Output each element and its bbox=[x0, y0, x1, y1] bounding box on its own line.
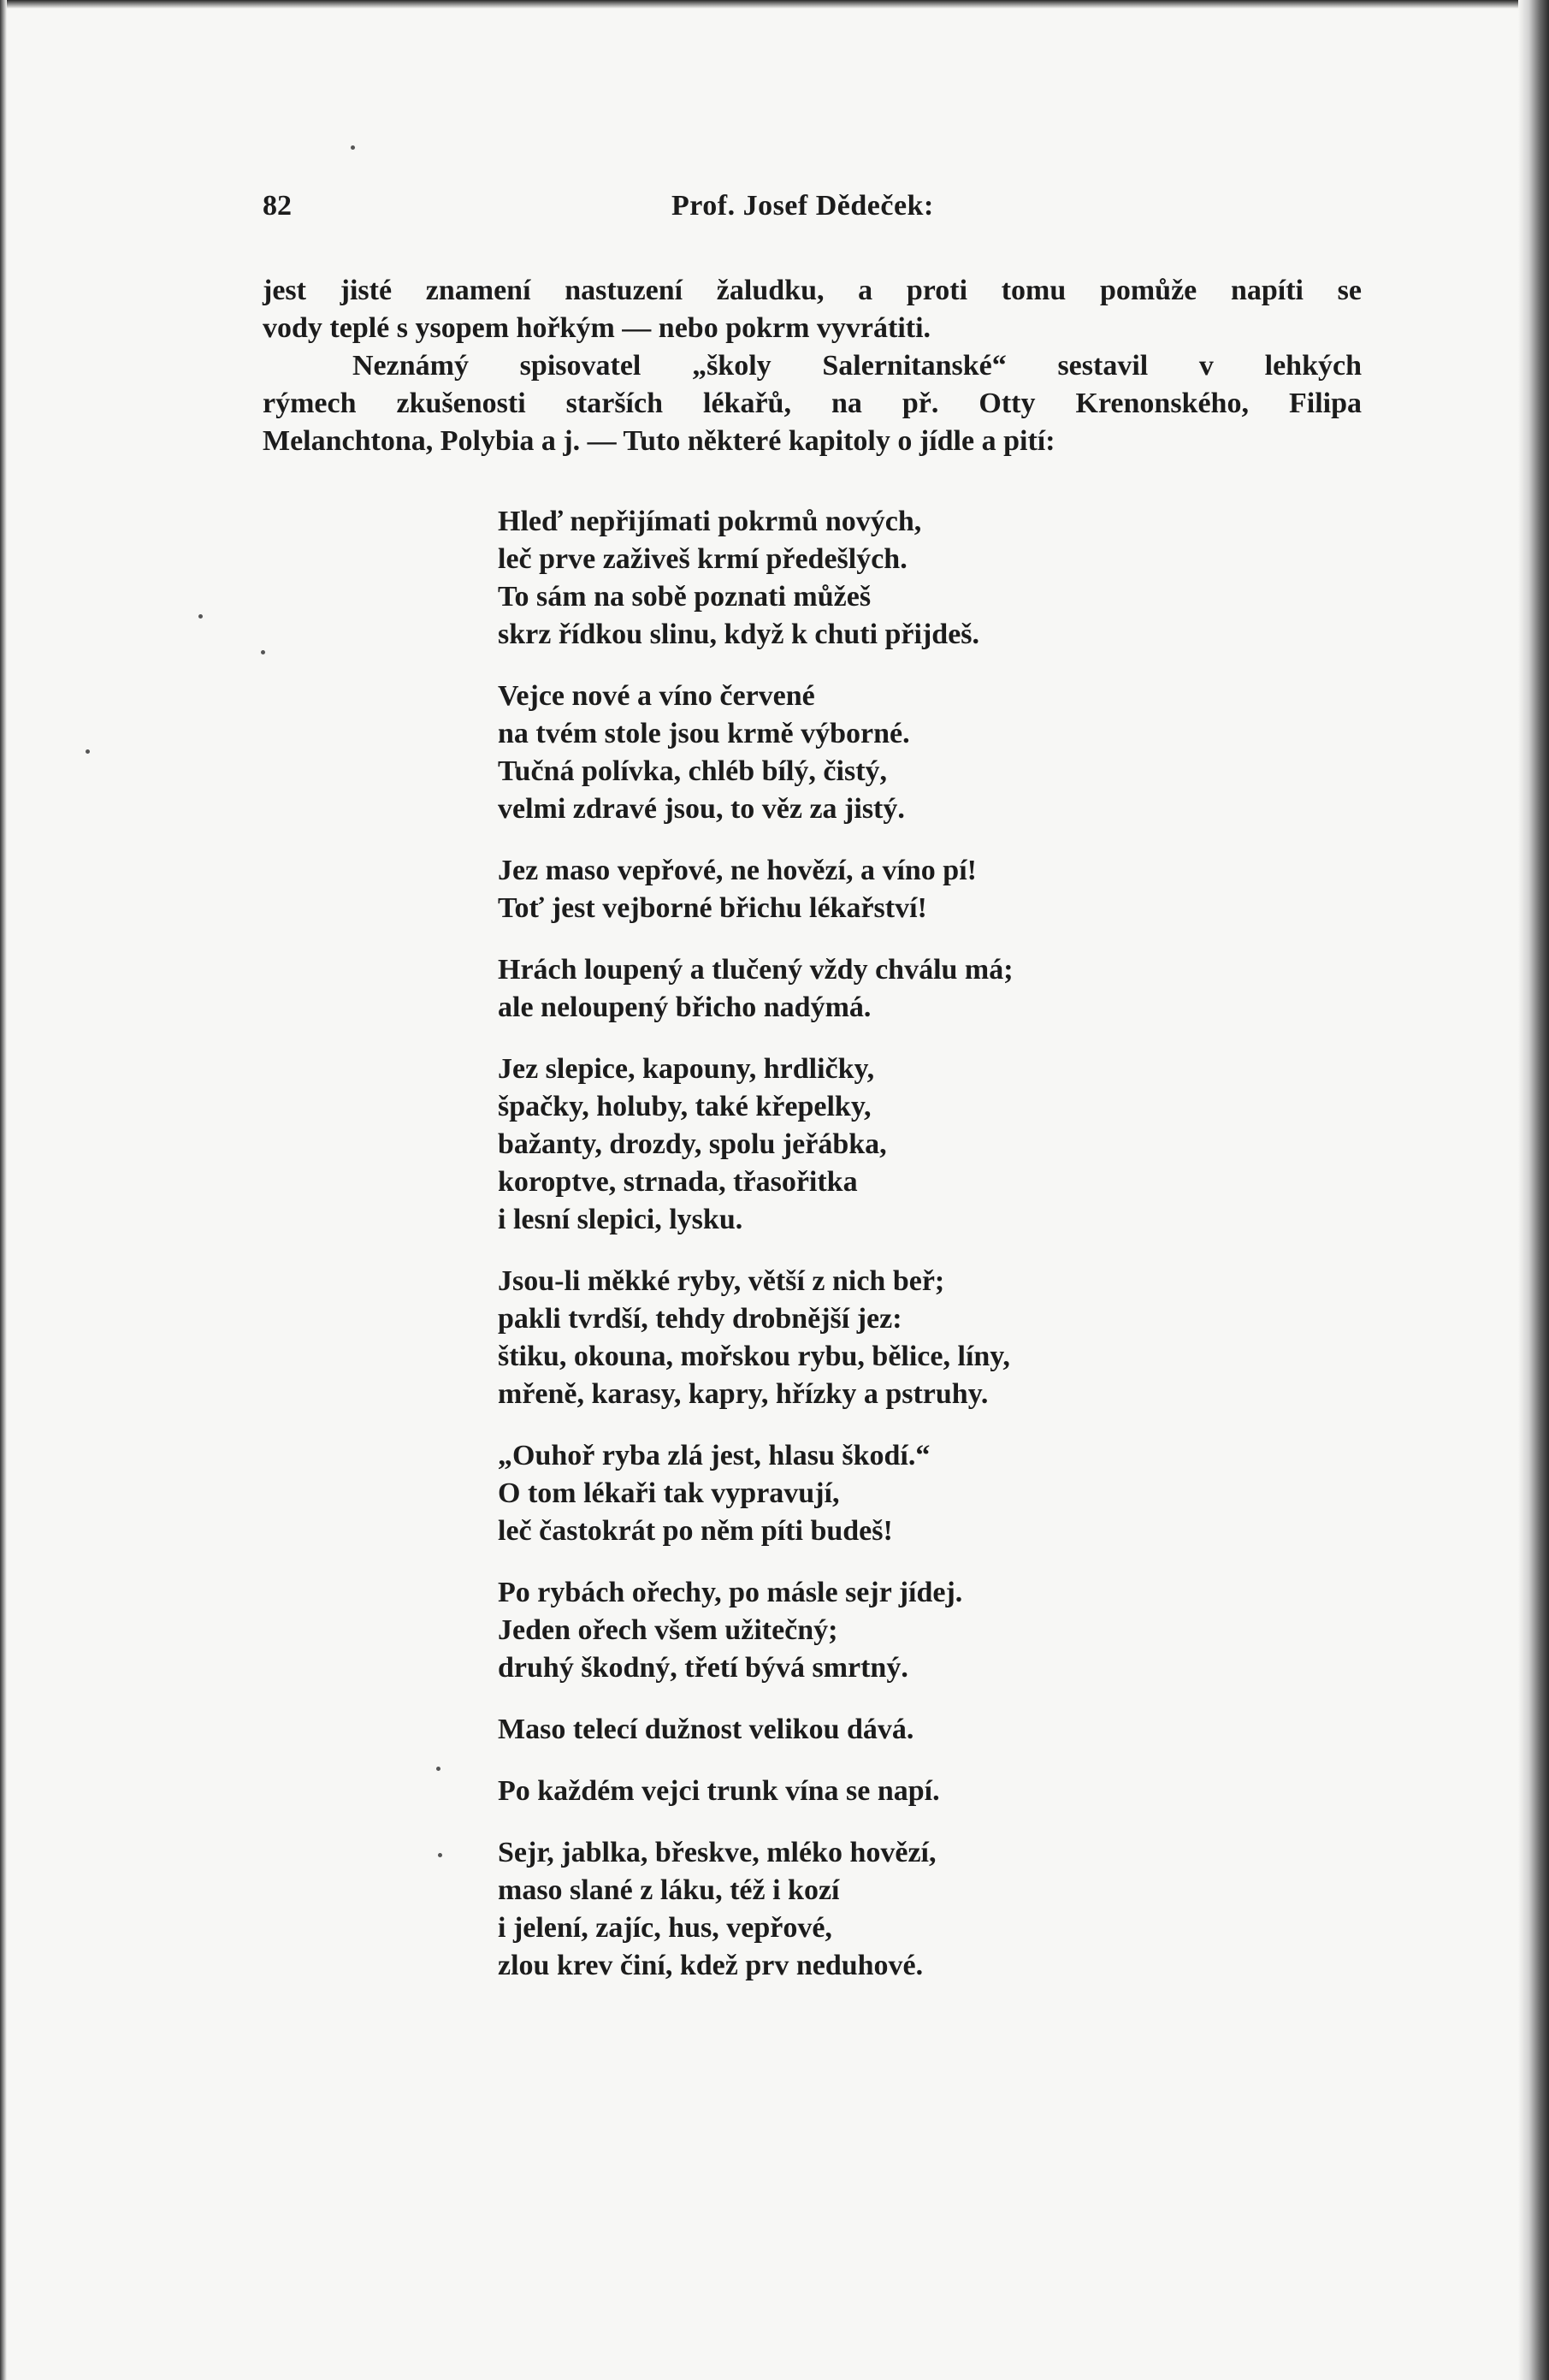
scan-speck bbox=[198, 614, 203, 619]
verse-line: Sejr, jablka, břeskve, mléko hovězí, bbox=[498, 1837, 937, 1868]
scan-speck bbox=[438, 1853, 442, 1857]
page-number: 82 bbox=[263, 190, 292, 222]
verse-line: Jez slepice, kapouny, hrdličky, bbox=[498, 1053, 875, 1085]
stanza bbox=[498, 1437, 1268, 1550]
verse-line: O tom lékaři tak vypravují, bbox=[498, 1477, 840, 1509]
verse-line: Po každém vejci trunk vína se napí. bbox=[498, 1775, 940, 1807]
verse-line: zlou krev činí, kdež prv neduhové. bbox=[498, 1950, 924, 1981]
paragraph bbox=[263, 347, 1362, 460]
verse-line: štiku, okouna, mořskou rybu, bělice, líny, bbox=[498, 1341, 1010, 1372]
verse-line: i lesní slepici, lysku. bbox=[498, 1204, 743, 1235]
stanza bbox=[498, 1574, 1268, 1687]
text-line: rýmech zkušenosti starších lékařů, na př. Otty Krenonského, Filipa bbox=[263, 388, 1362, 419]
page-header bbox=[263, 190, 1357, 233]
verse-line: leč častokrát po něm píti budeš! bbox=[498, 1515, 893, 1547]
scan-speck bbox=[86, 749, 90, 754]
verse-line: mřeně, karasy, kapry, hřízky a pstruhy. bbox=[498, 1378, 989, 1410]
stanza bbox=[498, 1773, 1268, 1810]
prose-text bbox=[263, 272, 1362, 460]
scan-speck bbox=[351, 145, 355, 150]
verse-line: Hleď nepřijímati pokrmů nových, bbox=[498, 506, 922, 537]
verse-line: To sám na sobě poznati můžeš bbox=[498, 581, 872, 613]
text-line: jest jisté znamení nastuzení žaludku, a proti tomu pomůže napíti se bbox=[263, 275, 1362, 306]
verse-line: ale neloupený břicho nadýmá. bbox=[498, 992, 872, 1023]
text-line: vody teplé s ysopem hořkým — nebo pokrm vyvrátiti. bbox=[263, 312, 931, 344]
stanza bbox=[498, 503, 1268, 654]
paragraph bbox=[263, 272, 1362, 347]
verse-line: druhý škodný, třetí bývá smrtný. bbox=[498, 1652, 908, 1684]
verse-line: koroptve, strnada, třasořitka bbox=[498, 1166, 858, 1198]
verse-line: velmi zdravé jsou, to věz za jistý. bbox=[498, 793, 905, 825]
verse-line: bažanty, drozdy, spolu jeřábka, bbox=[498, 1128, 887, 1160]
text-line: Melanchtona, Polybia a j. — Tuto některé kapitoly o jídle a pití: bbox=[263, 425, 1055, 457]
verse-line: Jsou-li měkké ryby, větší z nich beř; bbox=[498, 1265, 945, 1297]
verse-line: leč prve zaživeš krmí předešlých. bbox=[498, 543, 908, 575]
verse-line: Vejce nové a víno červené bbox=[498, 680, 815, 712]
verse-line: skrz řídkou slinu, když k chuti přijdeš. bbox=[498, 619, 980, 650]
verse-line: Jez maso vepřové, ne hovězí, a víno pí! bbox=[498, 855, 977, 886]
verse-line: pakli tvrdší, tehdy drobnější jez: bbox=[498, 1303, 902, 1335]
verse-line: Po rybách ořechy, po másle sejr jídej. bbox=[498, 1577, 963, 1608]
scan-edge-left bbox=[0, 0, 7, 2380]
verse-line: maso slané z láku, též i kozí bbox=[498, 1874, 840, 1906]
stanza bbox=[498, 951, 1268, 1027]
stanza bbox=[498, 1051, 1268, 1239]
verse-line: na tvém stole jsou krmě výborné. bbox=[498, 718, 910, 749]
verse-line: Hrách loupený a tlučený vždy chválu má; bbox=[498, 954, 1014, 986]
stanza bbox=[498, 1263, 1268, 1413]
text-line: Neznámý spisovatel „školy Salernitanské“ sestavil v lehkých bbox=[352, 350, 1362, 382]
stanza bbox=[498, 852, 1268, 927]
poem bbox=[498, 503, 1268, 2009]
verse-line: špačky, holuby, také křepelky, bbox=[498, 1091, 872, 1122]
verse-line: Toť jest vejborné břichu lékařství! bbox=[498, 892, 927, 924]
stanza bbox=[498, 1834, 1268, 1985]
running-title: Prof. Josef Dědeček: bbox=[671, 190, 934, 222]
stanza bbox=[498, 1711, 1268, 1749]
scan-edge-top bbox=[0, 0, 1549, 9]
verse-line: Maso telecí dužnost velikou dává. bbox=[498, 1714, 914, 1745]
stanza bbox=[498, 678, 1268, 828]
scan-speck bbox=[436, 1767, 440, 1771]
verse-line: Jeden ořech všem užitečný; bbox=[498, 1614, 838, 1646]
verse-line: i jelení, zajíc, hus, vepřové, bbox=[498, 1912, 832, 1944]
verse-line: Tučná polívka, chléb bílý, čistý, bbox=[498, 755, 888, 787]
verse-line: „Ouhoř ryba zlá jest, hlasu škodí.“ bbox=[498, 1440, 931, 1471]
scan-speck bbox=[261, 650, 265, 654]
scan-edge-right bbox=[1518, 0, 1549, 2380]
